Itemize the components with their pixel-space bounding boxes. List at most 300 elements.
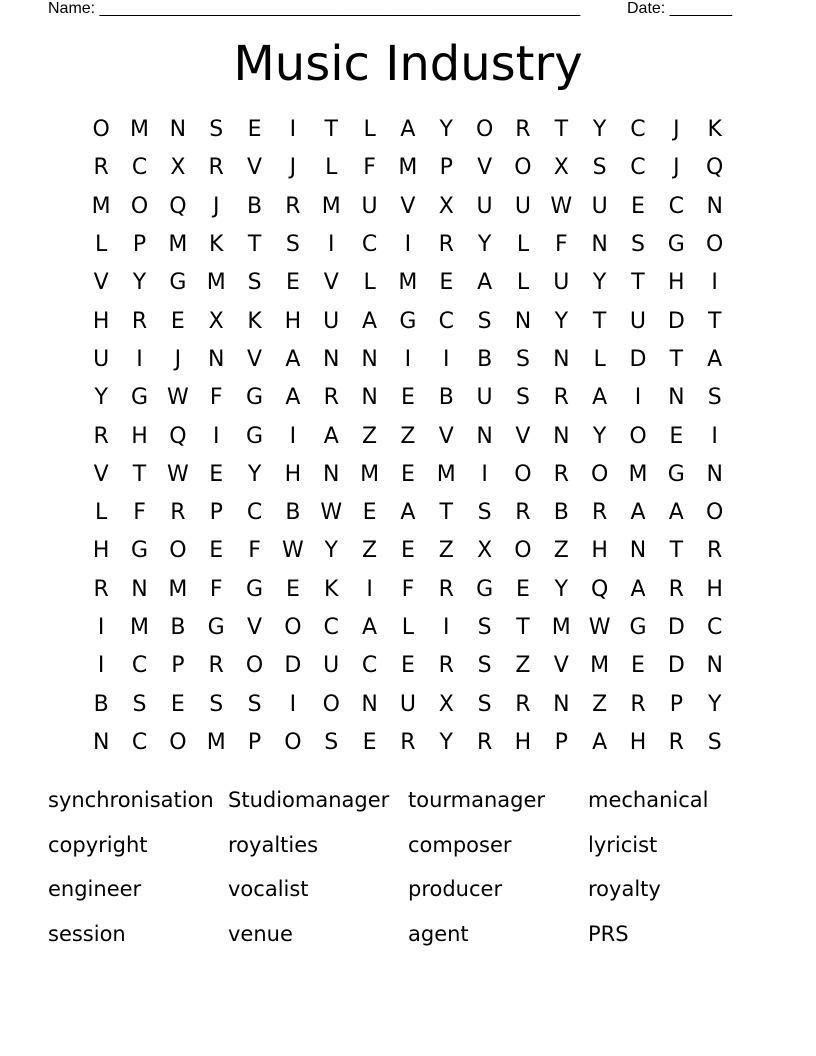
grid-letter: C bbox=[131, 729, 148, 755]
grid-letter: P bbox=[171, 653, 185, 679]
grid-letter: X bbox=[438, 691, 454, 717]
grid-letter: N bbox=[207, 346, 225, 372]
grid-letter: X bbox=[438, 193, 454, 219]
grid-letter: M bbox=[206, 729, 226, 755]
grid-letter: Y bbox=[707, 691, 722, 717]
grid-letter: A bbox=[285, 385, 301, 411]
grid-letter: A bbox=[400, 117, 416, 143]
grid-letter: R bbox=[591, 500, 608, 526]
grid-row bbox=[82, 149, 734, 187]
grid-letter: R bbox=[131, 308, 148, 334]
grid-letter: L bbox=[95, 500, 108, 526]
grid-letter: O bbox=[245, 653, 264, 679]
grid-letter: N bbox=[131, 576, 148, 602]
grid-letter: H bbox=[92, 538, 110, 564]
grid-letter: V bbox=[247, 155, 263, 181]
grid-letter: Y bbox=[439, 729, 453, 755]
grid-letter: R bbox=[438, 653, 454, 679]
grid-letter: S bbox=[515, 385, 530, 411]
grid-letter: H bbox=[668, 270, 685, 296]
grid-letter: T bbox=[592, 308, 607, 334]
grid-letter: E bbox=[247, 117, 262, 143]
grid-letter: V bbox=[93, 270, 109, 296]
grid-letter: X bbox=[170, 155, 186, 181]
grid-letter: I bbox=[289, 691, 297, 717]
grid-letter: R bbox=[630, 691, 646, 717]
grid-letter: R bbox=[285, 193, 301, 219]
grid-letter: U bbox=[591, 193, 608, 219]
grid-letter: I bbox=[289, 117, 297, 143]
grid-letter: E bbox=[285, 270, 300, 296]
grid-letter: T bbox=[707, 308, 722, 334]
grid-letter: R bbox=[476, 729, 493, 755]
grid-letter: S bbox=[477, 653, 492, 679]
grid-letter: V bbox=[247, 346, 263, 372]
grid-letter: X bbox=[553, 155, 569, 181]
grid-letter: P bbox=[132, 232, 147, 258]
grid-letter: I bbox=[97, 653, 105, 679]
grid-letter: N bbox=[553, 691, 570, 717]
grid-letter: T bbox=[247, 232, 262, 258]
grid-letter: N bbox=[591, 232, 608, 258]
grid-letter: N bbox=[514, 308, 532, 334]
grid-letter: N bbox=[169, 117, 187, 143]
grid-letter: O bbox=[514, 155, 532, 181]
word-list bbox=[48, 778, 768, 956]
grid-letter: H bbox=[284, 461, 302, 487]
grid-letter: K bbox=[208, 232, 224, 258]
grid-letter: R bbox=[93, 423, 109, 449]
grid-letter: U bbox=[361, 193, 378, 219]
grid-letter: I bbox=[443, 346, 450, 372]
grid-letter: B bbox=[553, 500, 569, 526]
grid-letter: L bbox=[363, 117, 376, 143]
grid-letter: T bbox=[324, 117, 338, 143]
grid-letter: U bbox=[629, 308, 647, 334]
grid-letter: E bbox=[516, 576, 530, 602]
grid-letter: Y bbox=[94, 385, 108, 411]
grid-letter: O bbox=[514, 538, 532, 564]
grid-letter: T bbox=[439, 500, 453, 526]
grid-letter: N bbox=[361, 385, 378, 411]
grid-letter: B bbox=[93, 691, 109, 717]
grid-letter: Z bbox=[553, 538, 569, 564]
grid-letter: I bbox=[97, 615, 105, 640]
grid-letter: A bbox=[362, 308, 378, 334]
grid-letter: J bbox=[174, 346, 182, 372]
grid-row bbox=[82, 724, 734, 762]
grid-letter: N bbox=[706, 461, 723, 487]
grid-letter: S bbox=[132, 691, 147, 717]
grid-letter: V bbox=[247, 615, 263, 640]
grid-letter: A bbox=[707, 346, 723, 372]
grid-letter: S bbox=[592, 155, 607, 181]
grid-letter: S bbox=[209, 691, 224, 717]
grid-letter: A bbox=[592, 729, 608, 755]
grid-letter: R bbox=[515, 691, 531, 717]
grid-letter: S bbox=[285, 232, 300, 258]
grid-letter: Q bbox=[169, 423, 187, 449]
grid-letter: L bbox=[516, 270, 530, 296]
grid-letter: E bbox=[400, 653, 415, 679]
grid-letter: C bbox=[246, 500, 263, 526]
grid-letter: Z bbox=[515, 653, 531, 679]
grid-letter: H bbox=[706, 576, 723, 602]
grid-letter: N bbox=[553, 346, 570, 372]
grid-letter: H bbox=[591, 538, 608, 564]
grid-letter: E bbox=[170, 308, 185, 334]
grid-letter: D bbox=[667, 653, 685, 679]
grid-letter: R bbox=[515, 500, 531, 526]
grid-letter: S bbox=[477, 500, 492, 526]
grid-letter: A bbox=[630, 500, 646, 526]
grid-letter: A bbox=[323, 423, 339, 449]
word-list-item: synchronisation bbox=[48, 788, 214, 812]
grid-letter: M bbox=[628, 461, 648, 487]
grid-letter: Z bbox=[362, 423, 378, 449]
grid-letter: X bbox=[208, 308, 224, 334]
grid-letter: E bbox=[362, 729, 377, 755]
grid-letter: G bbox=[246, 576, 264, 602]
grid-letter: Z bbox=[362, 538, 378, 564]
grid-letter: C bbox=[706, 615, 723, 640]
grid-letter: C bbox=[323, 615, 339, 640]
grid-letter: T bbox=[132, 461, 147, 487]
grid-letter: T bbox=[669, 538, 684, 564]
grid-letter: N bbox=[92, 729, 110, 755]
grid-letter: H bbox=[629, 729, 647, 755]
grid-letter: Y bbox=[132, 270, 147, 296]
grid-letter: N bbox=[629, 538, 647, 564]
grid-letter: A bbox=[400, 500, 416, 526]
grid-letter: O bbox=[169, 729, 187, 755]
grid-letter: N bbox=[706, 653, 723, 679]
word-list-item: producer bbox=[408, 877, 503, 902]
grid-letter: A bbox=[630, 576, 646, 602]
grid-letter: K bbox=[324, 576, 339, 602]
grid-row bbox=[82, 341, 734, 379]
grid-letter: I bbox=[634, 385, 642, 411]
grid-letter: F bbox=[401, 576, 415, 602]
grid-row bbox=[82, 302, 734, 340]
grid-letter: P bbox=[669, 691, 683, 717]
grid-letter: M bbox=[590, 653, 610, 679]
grid-letter: M bbox=[168, 576, 188, 602]
grid-letter: H bbox=[131, 423, 148, 449]
date-field-line: Date: _______ bbox=[627, 0, 732, 17]
grid-row bbox=[82, 264, 734, 302]
grid-letter: G bbox=[667, 232, 685, 258]
name-field-line: Name: ______________________________________________________ bbox=[48, 0, 581, 17]
grid-letter: O bbox=[284, 615, 302, 640]
grid-letter: A bbox=[477, 270, 493, 296]
grid-letter: U bbox=[399, 691, 416, 717]
grid-letter: T bbox=[669, 346, 684, 372]
grid-letter: T bbox=[516, 615, 530, 640]
grid-row bbox=[82, 647, 734, 685]
grid-letter: S bbox=[631, 232, 645, 258]
grid-letter: R bbox=[668, 576, 684, 602]
grid-letter: L bbox=[325, 155, 338, 181]
grid-letter: R bbox=[553, 385, 569, 411]
word-list-item: venue bbox=[228, 921, 293, 946]
grid-letter: W bbox=[320, 500, 343, 526]
grid-letter: Q bbox=[706, 155, 724, 181]
grid-letter: D bbox=[667, 308, 685, 334]
grid-letter: Y bbox=[592, 270, 607, 296]
grid-letter: O bbox=[284, 729, 302, 755]
word-list-item: engineer bbox=[48, 877, 142, 902]
grid-letter: L bbox=[401, 615, 415, 640]
grid-letter: M bbox=[206, 270, 226, 296]
grid-letter: G bbox=[629, 615, 647, 640]
grid-letter: L bbox=[516, 232, 530, 258]
grid-letter: I bbox=[711, 270, 718, 296]
grid-letter: U bbox=[514, 193, 531, 219]
grid-letter: E bbox=[631, 193, 645, 219]
grid-letter: O bbox=[706, 232, 724, 258]
grid-letter: G bbox=[476, 576, 494, 602]
grid-letter: V bbox=[553, 653, 569, 679]
grid-letter: S bbox=[247, 270, 262, 296]
grid-letter: G bbox=[130, 385, 149, 411]
grid-letter: A bbox=[362, 615, 378, 640]
grid-row bbox=[82, 532, 734, 570]
grid-letter: T bbox=[554, 117, 569, 143]
grid-letter: N bbox=[361, 346, 378, 372]
grid-letter: S bbox=[707, 729, 722, 755]
grid-letter: Y bbox=[324, 538, 338, 564]
grid-letter: O bbox=[169, 538, 187, 564]
word-list-item: royalty bbox=[588, 877, 661, 902]
grid-letter: R bbox=[323, 385, 339, 411]
grid-letter: B bbox=[477, 346, 493, 372]
grid-letter: P bbox=[439, 155, 453, 181]
grid-letter: A bbox=[285, 346, 301, 372]
word-list-item: session bbox=[48, 921, 126, 946]
grid-letter: S bbox=[209, 117, 224, 143]
grid-letter: C bbox=[361, 232, 378, 258]
grid-letter: G bbox=[130, 538, 149, 564]
grid-letter: N bbox=[706, 193, 723, 219]
grid-letter: K bbox=[707, 117, 722, 143]
grid-letter: R bbox=[515, 117, 531, 143]
grid-letter: R bbox=[208, 155, 224, 181]
grid-letter: V bbox=[400, 193, 416, 219]
grid-letter: M bbox=[551, 615, 571, 640]
grid-letter: S bbox=[477, 691, 492, 717]
grid-letter: R bbox=[170, 500, 186, 526]
grid-letter: T bbox=[631, 270, 645, 296]
grid-letter: G bbox=[667, 461, 685, 487]
grid-letter: E bbox=[400, 385, 415, 411]
grid-letter: Y bbox=[554, 308, 569, 334]
grid-row bbox=[82, 417, 734, 455]
grid-letter: E bbox=[631, 653, 645, 679]
grid-letter: J bbox=[289, 155, 297, 181]
grid-letter: E bbox=[209, 461, 224, 487]
grid-letter: S bbox=[324, 729, 339, 755]
grid-letter: L bbox=[363, 270, 376, 296]
grid-letter: W bbox=[166, 461, 189, 487]
grid-letter: B bbox=[247, 193, 263, 219]
grid-letter: R bbox=[208, 653, 224, 679]
grid-letter: I bbox=[212, 423, 220, 449]
grid-letter: J bbox=[212, 193, 220, 219]
grid-letter: E bbox=[362, 500, 377, 526]
grid-letter: R bbox=[400, 729, 416, 755]
grid-letter: E bbox=[400, 461, 415, 487]
grid-letter: D bbox=[667, 615, 685, 640]
word-list-item: vocalist bbox=[228, 877, 309, 902]
grid-letter: O bbox=[475, 117, 494, 143]
grid-letter: O bbox=[92, 117, 110, 143]
grid-letter: U bbox=[323, 653, 340, 679]
grid-letter: O bbox=[590, 461, 609, 487]
grid-letter: F bbox=[209, 385, 223, 411]
grid-letter: E bbox=[439, 270, 454, 296]
grid-letter: R bbox=[438, 232, 454, 258]
grid-letter: C bbox=[438, 308, 454, 334]
grid-letter: N bbox=[323, 461, 340, 487]
grid-letter: M bbox=[360, 461, 380, 487]
grid-letter: M bbox=[398, 270, 418, 296]
page-title: Music Industry bbox=[233, 36, 583, 92]
grid-row bbox=[82, 188, 734, 226]
grid-letter: C bbox=[630, 117, 646, 143]
grid-letter: J bbox=[673, 155, 680, 181]
grid-letter: R bbox=[668, 729, 684, 755]
grid-letter: B bbox=[285, 500, 301, 526]
grid-letter: M bbox=[168, 232, 188, 258]
word-list-item: Studiomanager bbox=[228, 788, 390, 812]
word-list-item: copyright bbox=[48, 832, 148, 857]
grid-letter: V bbox=[93, 461, 109, 487]
word-list-item: lyricist bbox=[588, 832, 658, 857]
grid-letter: S bbox=[707, 385, 722, 411]
grid-letter: O bbox=[322, 691, 340, 717]
grid-letter: Y bbox=[247, 461, 262, 487]
grid-row bbox=[82, 226, 734, 264]
grid-letter: Y bbox=[477, 232, 492, 258]
grid-letter: G bbox=[399, 308, 417, 334]
grid-letter: Z bbox=[592, 691, 608, 717]
grid-letter: I bbox=[481, 461, 488, 487]
grid-letter: W bbox=[282, 538, 304, 564]
grid-letter: D bbox=[284, 653, 302, 679]
grid-letter: E bbox=[170, 691, 185, 717]
word-list-item: mechanical bbox=[588, 788, 709, 812]
grid-letter: F bbox=[248, 538, 261, 564]
grid-letter: M bbox=[436, 461, 456, 487]
grid-letter: H bbox=[514, 729, 532, 755]
grid-letter: V bbox=[438, 423, 454, 449]
grid-row bbox=[82, 379, 734, 417]
grid-letter: M bbox=[91, 193, 111, 219]
grid-row bbox=[82, 111, 734, 149]
grid-letter: E bbox=[400, 538, 415, 564]
grid-letter: Y bbox=[554, 576, 569, 602]
grid-letter: H bbox=[284, 308, 302, 334]
grid-letter: O bbox=[629, 423, 647, 449]
grid-letter: G bbox=[246, 385, 264, 411]
grid-letter: M bbox=[130, 615, 149, 640]
grid-letter: P bbox=[554, 729, 568, 755]
grid-letter: O bbox=[706, 500, 724, 526]
grid-letter: Q bbox=[590, 576, 609, 602]
grid-letter: M bbox=[398, 155, 418, 181]
grid-letter: G bbox=[246, 423, 264, 449]
grid-letter: C bbox=[630, 155, 646, 181]
grid-letter: R bbox=[707, 538, 723, 564]
grid-row bbox=[82, 571, 734, 609]
word-list-item: composer bbox=[408, 832, 512, 857]
grid-letter: P bbox=[209, 500, 223, 526]
grid-letter: H bbox=[92, 308, 110, 334]
grid-letter: N bbox=[476, 423, 493, 449]
grid-letter: F bbox=[554, 232, 568, 258]
grid-letter: V bbox=[323, 270, 339, 296]
grid-letter: E bbox=[285, 576, 300, 602]
grid-letter: C bbox=[361, 653, 378, 679]
grid-letter: R bbox=[93, 576, 109, 602]
grid-letter: B bbox=[438, 385, 454, 411]
grid-letter: B bbox=[170, 615, 186, 640]
grid-letter: N bbox=[323, 346, 340, 372]
grid-letter: Y bbox=[592, 117, 607, 143]
grid-letter: Y bbox=[439, 117, 453, 143]
grid-letter: E bbox=[209, 538, 224, 564]
grid-letter: G bbox=[207, 615, 225, 640]
grid-letter: I bbox=[366, 576, 373, 602]
grid-letter: S bbox=[477, 308, 492, 334]
grid-letter: S bbox=[477, 615, 492, 640]
grid-letter: S bbox=[515, 346, 530, 372]
grid-letter: C bbox=[131, 155, 148, 181]
grid-letter: U bbox=[476, 193, 493, 219]
grid-letter: V bbox=[477, 155, 493, 181]
grid-row bbox=[82, 685, 734, 723]
grid-letter: G bbox=[169, 270, 187, 296]
grid-letter: R bbox=[93, 155, 109, 181]
grid-letter: N bbox=[361, 691, 378, 717]
grid-letter: F bbox=[363, 155, 376, 181]
grid-letter: C bbox=[131, 653, 148, 679]
grid-letter: U bbox=[553, 270, 570, 296]
letter-grid bbox=[82, 111, 734, 762]
grid-letter: F bbox=[133, 500, 146, 526]
grid-letter: W bbox=[588, 615, 611, 640]
grid-letter: R bbox=[553, 461, 569, 487]
grid-letter: M bbox=[130, 117, 149, 143]
grid-letter: I bbox=[711, 423, 718, 449]
grid-letter: P bbox=[247, 729, 262, 755]
grid-letter: U bbox=[93, 346, 110, 372]
grid-letter: O bbox=[130, 193, 149, 219]
grid-letter: Z bbox=[400, 423, 416, 449]
grid-letter: S bbox=[247, 691, 262, 717]
word-list-item: royalties bbox=[228, 832, 319, 857]
grid-letter: V bbox=[515, 423, 531, 449]
grid-letter: I bbox=[443, 615, 450, 640]
grid-letter: K bbox=[247, 308, 262, 334]
grid-letter: O bbox=[514, 461, 532, 487]
grid-letter: W bbox=[166, 385, 189, 411]
grid-letter: A bbox=[592, 385, 608, 411]
grid-letter: L bbox=[95, 232, 108, 258]
grid-letter: L bbox=[593, 346, 606, 372]
grid-letter: I bbox=[404, 346, 412, 372]
